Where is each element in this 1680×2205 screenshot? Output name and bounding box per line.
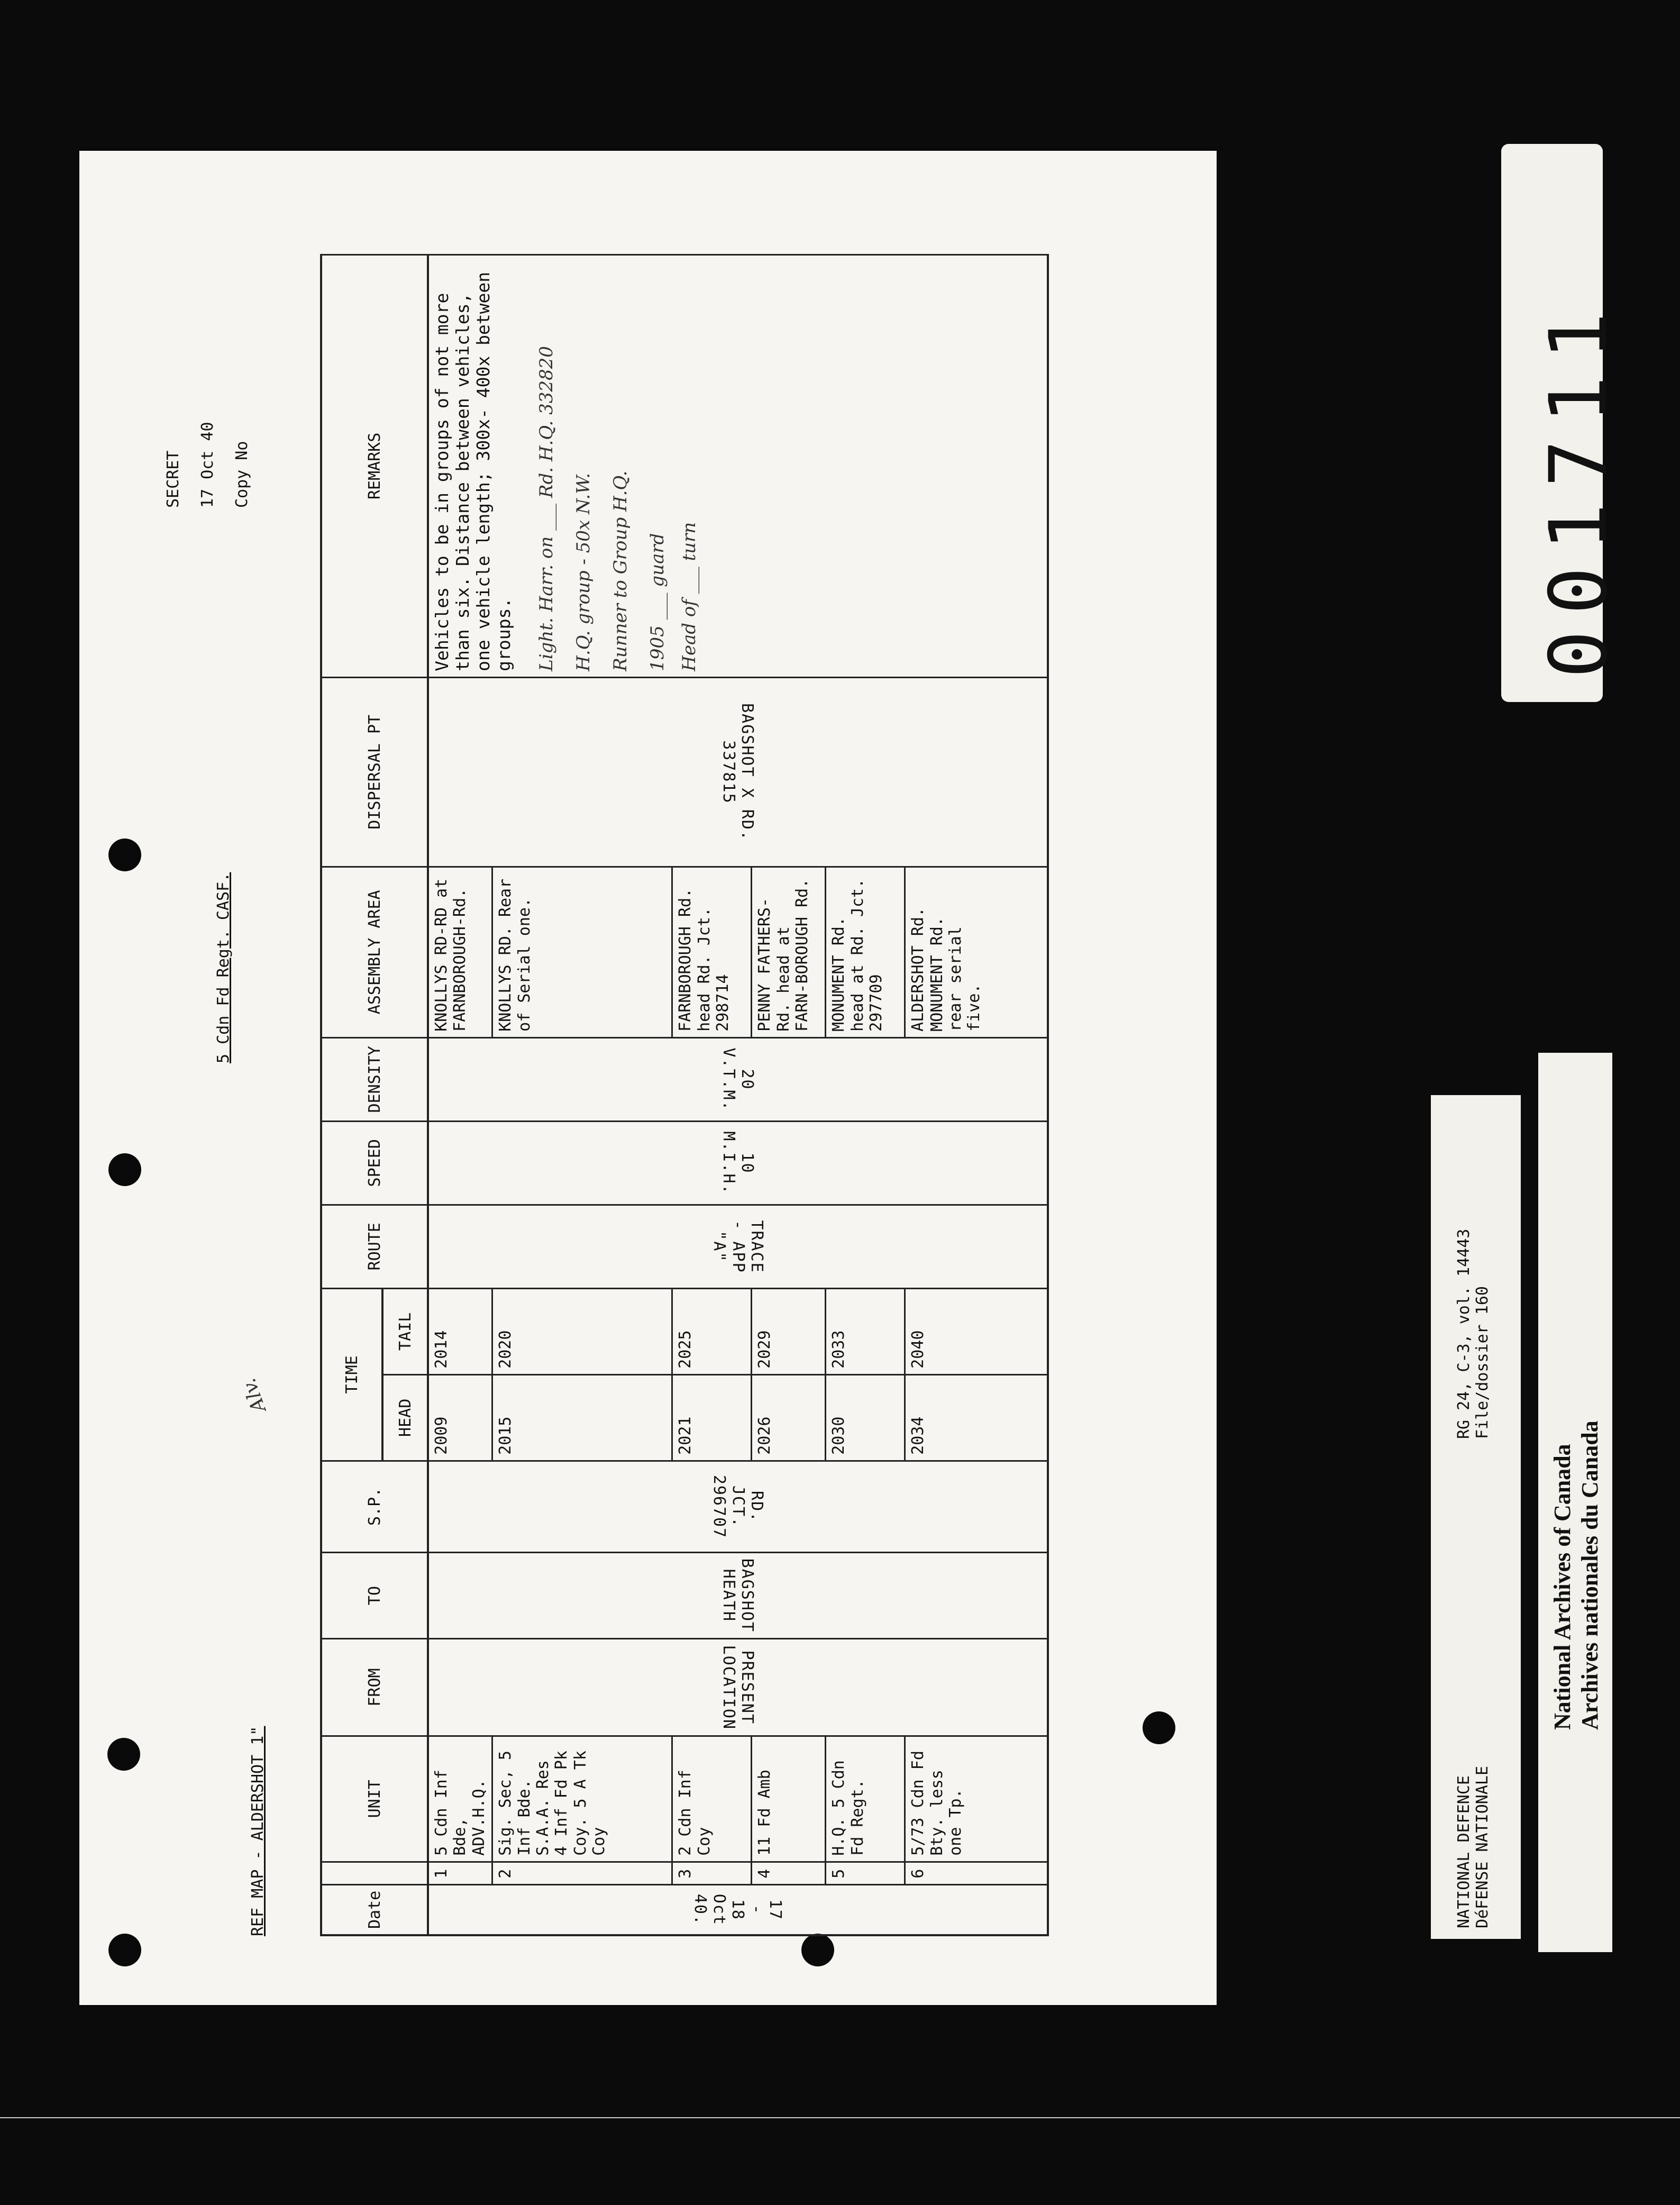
col-remarks: REMARKS — [321, 255, 428, 678]
handwritten-note: H.Q. group - 50x N.W. — [572, 472, 594, 671]
tail-cell: 2025 — [672, 1288, 752, 1374]
serial-cell: 5 — [826, 1862, 905, 1884]
route-value: TRACE - APP "A" — [710, 1220, 766, 1273]
unit-title: 5 Cdn Fd Regt. CASF. — [214, 872, 233, 1063]
head-cell: 2030 — [826, 1374, 905, 1461]
col-date: Date — [321, 1884, 428, 1935]
movement-table — [320, 254, 1049, 1936]
col-sp: S.P. — [321, 1461, 428, 1552]
archive-number: 001711 — [1533, 296, 1625, 678]
dispersal-value: BAGSHOT X RD. 337815 — [719, 703, 757, 841]
ref-map-title: REF MAP - ALDERSHOT 1" — [249, 1726, 267, 1936]
head-cell: 2009 — [428, 1374, 492, 1461]
serial-cell: 4 — [752, 1862, 826, 1884]
handwritten-initials: Alv. — [238, 1375, 270, 1416]
from-cell — [428, 1639, 1048, 1736]
document-page — [79, 151, 1217, 2005]
col-speed: SPEED — [321, 1121, 428, 1205]
archive-file: File/dossier 160 — [1473, 1286, 1492, 1439]
head-cell: 2026 — [752, 1374, 826, 1461]
unit-cell: Sig. Sec, 5 Inf Bde. S.A.A. Res 4 Inf Fd Pk Coy. 5 A Tk Coy — [492, 1736, 672, 1862]
copy-no: Copy No — [233, 441, 251, 508]
tail-cell: 2029 — [752, 1288, 826, 1374]
serial-cell: 1 — [428, 1862, 492, 1884]
route-cell — [428, 1205, 1048, 1288]
assembly-cell: PENNY FATHERS-Rd. head at FARN-BOROUGH Rd. — [752, 867, 826, 1037]
doc-date: 17 Oct 40 — [198, 422, 217, 508]
dispersal-cell — [428, 677, 1048, 867]
assembly-cell: FARNBOROUGH Rd. head Rd. Jct. 298714 — [672, 867, 752, 1037]
nd-en: NATIONAL DEFENCE — [1455, 1775, 1473, 1928]
density-value: 20 V.T.M. — [719, 1047, 757, 1111]
tail-cell: 2033 — [826, 1288, 905, 1374]
remarks-cell — [428, 255, 1048, 678]
col-tail: TAIL — [382, 1288, 428, 1374]
handwritten-note: 1905 ___ guard — [647, 533, 669, 671]
tail-cell: 2040 — [905, 1288, 1048, 1374]
col-to: TO — [321, 1552, 428, 1638]
reference-label — [1431, 1095, 1521, 1939]
date-cell — [428, 1884, 1048, 1935]
density-cell — [428, 1037, 1048, 1121]
to-value: BAGSHOT HEATH — [719, 1558, 757, 1633]
date-value: 17 - 18 Oct 40. — [691, 1893, 785, 1926]
serial-cell: 6 — [905, 1862, 1048, 1884]
col-density: DENSITY — [321, 1037, 428, 1121]
archive-ref: RG 24, C-3, vol. 14443 — [1455, 1228, 1473, 1439]
col-route: ROUTE — [321, 1205, 428, 1288]
from-value: PRESENT LOCATION — [719, 1645, 757, 1730]
serial-cell: 3 — [672, 1862, 752, 1884]
handwritten-note: Light. Harr. on ___ Rd. H.Q. 332820 — [535, 346, 557, 671]
assembly-cell: KNOLLYS RD-RD at FARNBOROUGH-Rd. — [428, 867, 492, 1037]
col-head: HEAD — [382, 1374, 428, 1461]
handwritten-note: Head of ___ turn — [679, 522, 700, 671]
assembly-cell: MONUMENT Rd. head at Rd. Jct. 297709 — [826, 867, 905, 1037]
scan-edge-line — [0, 2117, 1680, 2118]
col-from: FROM — [321, 1639, 428, 1736]
col-dispersal: DISPERSAL PT — [321, 677, 428, 867]
tail-cell: 2020 — [492, 1288, 672, 1374]
sp-value: RD. JCT. 296707 — [710, 1474, 766, 1539]
unit-cell: 5/73 Cdn Fd Bty. less one Tp. — [905, 1736, 1048, 1862]
unit-cell: H.Q. 5 Cdn Fd Regt. — [826, 1736, 905, 1862]
archive-number-label — [1501, 144, 1625, 702]
unit-cell: 5 Cdn Inf Bde, ADV.H.Q. — [428, 1736, 492, 1862]
rotated-order-table — [79, 151, 1217, 2005]
col-unit: UNIT — [321, 1736, 428, 1862]
assembly-cell: ALDERSHOT Rd. MONUMENT Rd. rear serial five. — [905, 867, 1048, 1037]
unit-cell: 11 Fd Amb — [752, 1736, 826, 1862]
head-cell: 2034 — [905, 1374, 1048, 1461]
sp-cell — [428, 1461, 1048, 1552]
speed-value: 10 M.I.H. — [719, 1131, 757, 1195]
head-cell: 2015 — [492, 1374, 672, 1461]
tail-cell: 2014 — [428, 1288, 492, 1374]
handwritten-note: Runner to Group H.Q. — [609, 470, 631, 671]
archives-name-fr: Archives nationales du Canada — [1577, 1420, 1603, 1730]
unit-cell: 2 Cdn Inf Coy — [672, 1736, 752, 1862]
secret-mark: SECRET — [164, 450, 182, 508]
head-cell: 2021 — [672, 1374, 752, 1461]
remarks-text: Vehicles to be in groups of not more than six. Distance between vehicles, one vehicle length; 300x- 400x between groups. — [432, 271, 514, 671]
col-time: TIME — [321, 1288, 382, 1461]
assembly-cell: KNOLLYS RD. Rear of Serial one. — [492, 867, 672, 1037]
nd-fr: DéFENSE NATIONALE — [1473, 1765, 1492, 1928]
serial-cell: 2 — [492, 1862, 672, 1884]
speed-cell — [428, 1121, 1048, 1205]
col-assembly: ASSEMBLY AREA — [321, 867, 428, 1037]
archives-label — [1538, 1053, 1612, 1952]
to-cell — [428, 1552, 1048, 1638]
archives-name-en: National Archives of Canada — [1549, 1444, 1575, 1730]
col-serial — [321, 1862, 428, 1884]
